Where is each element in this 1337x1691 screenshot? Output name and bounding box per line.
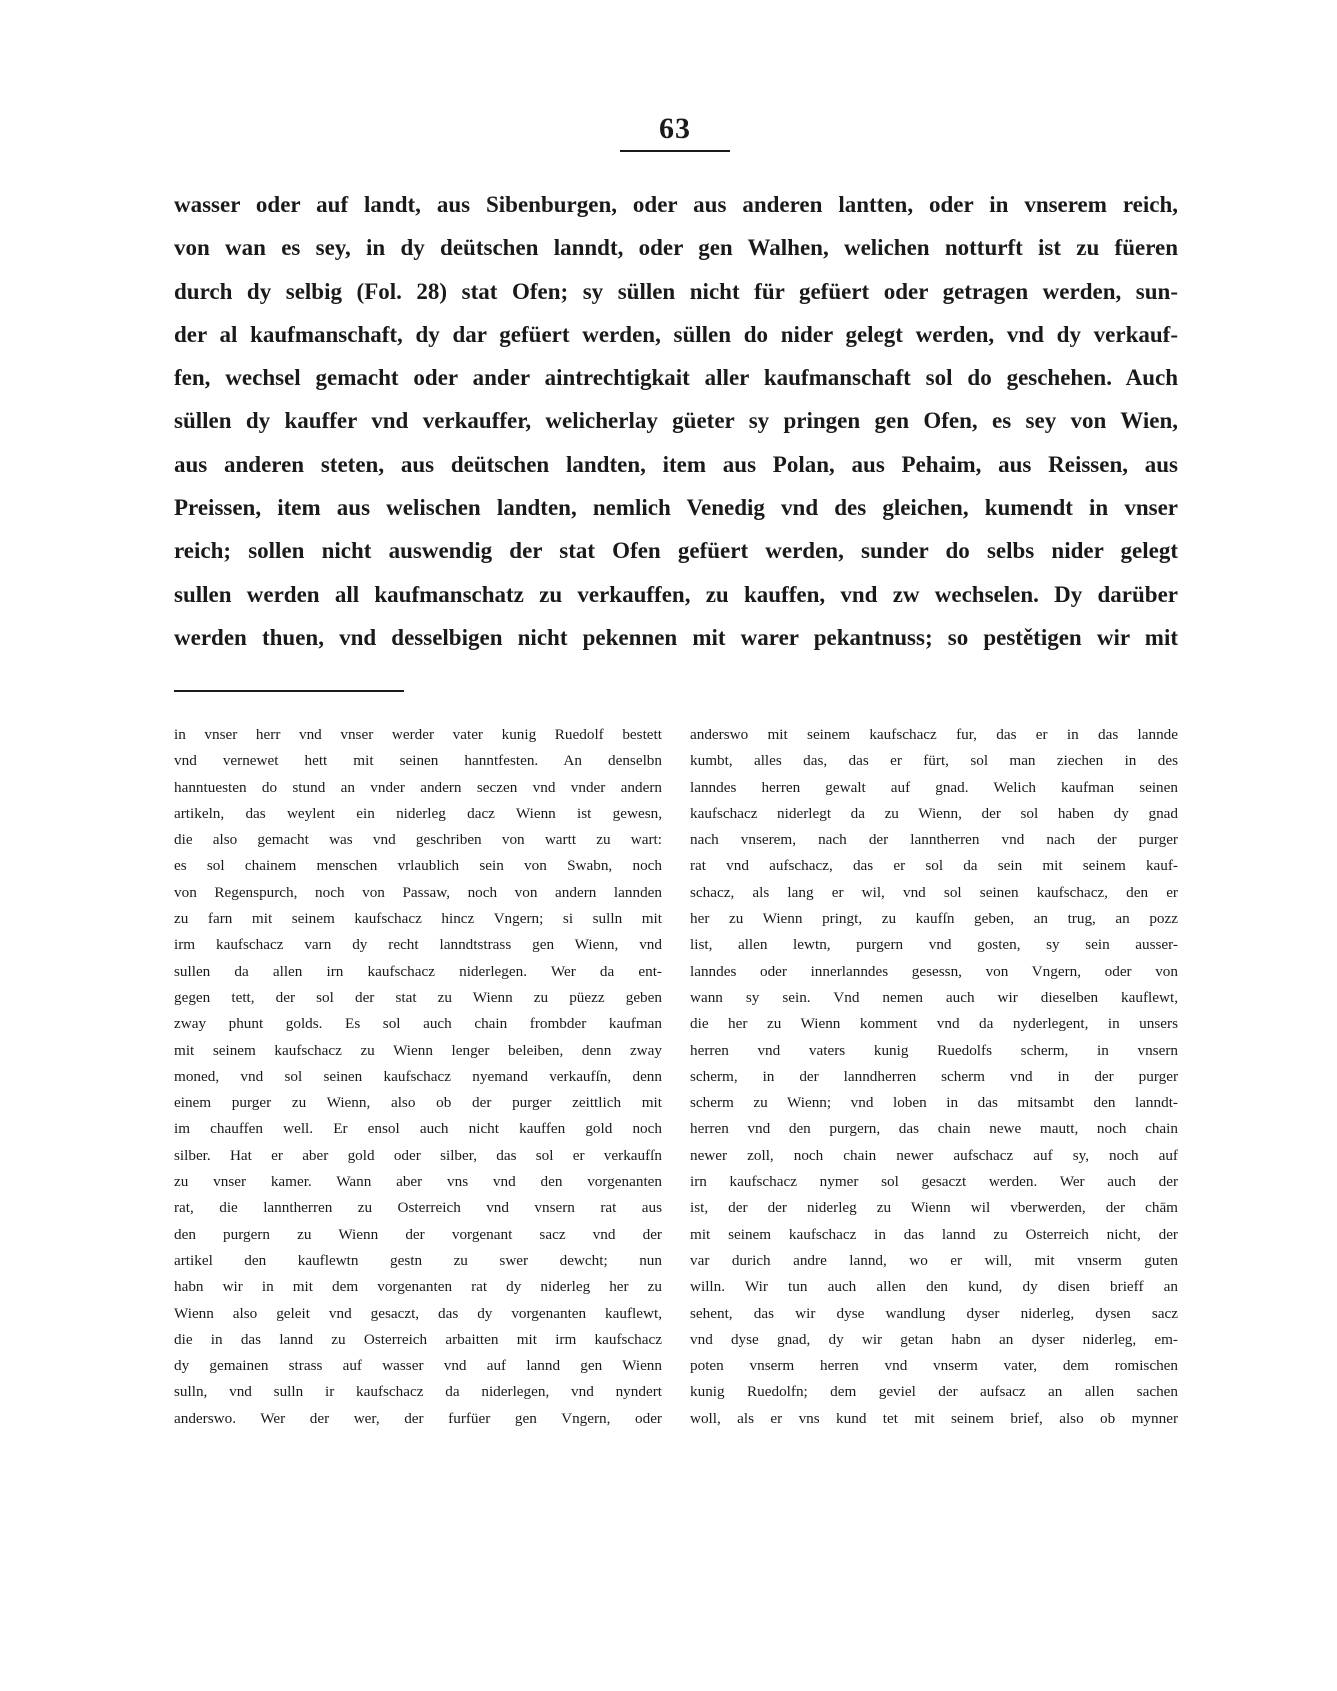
footnote-line: sulln, vnd sulln ir kaufschacz da niderlegen, vnd nyndert bbox=[174, 1383, 662, 1401]
footnote-line: kunig Ruedolfn; dem geviel der aufsacz an allen sachen bbox=[690, 1383, 1178, 1401]
main-text-line: wasser oder auf landt, aus Sibenburgen, oder aus anderen lantten, oder in vnserem reich, bbox=[174, 192, 1178, 217]
footnote-line: herren vnd den purgern, das chain newe mautt, noch chain bbox=[690, 1120, 1178, 1138]
footnote-line: vnd vernewet hett mit seinen hanntfesten. An denselbn bbox=[174, 752, 662, 770]
footnote-line: zu vnser kamer. Wann aber vns vnd den vorgenanten bbox=[174, 1173, 662, 1191]
footnote-line: die her zu Wienn komment vnd da nyderlegent, in unsers bbox=[690, 1015, 1178, 1033]
footnote-line: in vnser herr vnd vnser werder vater kunig Ruedolf bestett bbox=[174, 726, 662, 743]
footnote-line: var durich andre lannd, wo er will, mit vnserm guten bbox=[690, 1251, 1178, 1269]
footnote-line: poten vnserm herren vnd vnserm vater, dem romischen bbox=[690, 1357, 1178, 1375]
footnote-line: moned, vnd sol seinen kaufschacz nyemand verkaufſn, denn bbox=[174, 1067, 662, 1085]
footnote-line: zu farn mit seinem kaufschacz hincz Vngern; si sulln mit bbox=[174, 910, 662, 928]
footnote-line: newer zoll, noch chain newer aufschacz auf sy, noch auf bbox=[690, 1146, 1178, 1164]
footnote-line: scherm, in der lanndherren scherm vnd in der purger bbox=[690, 1067, 1178, 1085]
footnote-line: den purgern zu Wienn der vorgenant sacz vnd der bbox=[174, 1225, 662, 1243]
footnote-line: wann sy sein. Vnd nemen auch wir dieselben kauflewt, bbox=[690, 988, 1178, 1006]
main-text-line: der al kaufmanschaft, dy dar gefüert werden, süllen do nider gelegt werden, vnd dy verkauf- bbox=[174, 321, 1178, 347]
footnote-line: nach vnserem, nach der lanntherren vnd nach der purger bbox=[690, 831, 1178, 849]
footnote-line: vnd dyse gnad, dy wir getan habn an dyser niderleg, em- bbox=[690, 1330, 1178, 1348]
main-text-line: aus anderen steten, aus deütschen landten, item aus Polan, aus Pehaim, aus Reissen, aus bbox=[174, 451, 1178, 477]
page-number: 63 bbox=[620, 112, 730, 152]
main-text-line: Preissen, item aus welischen landten, nemlich Venedig vnd des gleichen, kumendt in vnser bbox=[174, 495, 1178, 521]
main-text-line: durch dy selbig (Fol. 28) stat Ofen; sy süllen nicht für gefüert oder getragen werden, sun- bbox=[174, 278, 1178, 304]
footnote-line: irm kaufschacz varn dy recht lanndtstrass gen Wienn, vnd bbox=[174, 936, 662, 954]
footnote-line: im chauffen well. Er ensol auch nicht kauffen gold noch bbox=[174, 1120, 662, 1138]
main-text-block bbox=[174, 183, 1178, 659]
footnote-line: list, allen lewtn, purgern vnd gosten, sy sein ausser- bbox=[690, 936, 1178, 954]
main-text-line: von wan es sey, in dy deütschen lanndt, oder gen Walhen, welichen notturft ist zu füeren bbox=[174, 235, 1178, 261]
main-text-line: fen, wechsel gemacht oder ander aintrechtigkait aller kaufmanschaft sol do geschehen. Auch bbox=[174, 365, 1178, 391]
footnote-line: artikeln, das weylent ein niderleg dacz Wienn ist gewesn, bbox=[174, 804, 662, 822]
footnote-line: herren vnd vaters kunig Ruedolfs scherm, in vnsern bbox=[690, 1041, 1178, 1059]
footnote-line: es sol chainem menschen vrlaublich sein von Swabn, noch bbox=[174, 857, 662, 875]
footnote-line: kumbt, alles das, das er fürt, sol man ziechen in des bbox=[690, 752, 1178, 770]
footnote-line: lanndes herren gewalt auf gnad. Welich kaufman seinen bbox=[690, 778, 1178, 796]
footnote-line: die in das lannd zu Osterreich arbaitten mit irm kaufschacz bbox=[174, 1330, 662, 1348]
footnote-line: silber. Hat er aber gold oder silber, das sol er verkaufſn bbox=[174, 1146, 662, 1164]
footnote-line: sehent, das wir dyse wandlung dyser niderleg, dysen sacz bbox=[690, 1304, 1178, 1322]
footnote-line: kaufschacz niderlegt da zu Wienn, der sol haben dy gnad bbox=[690, 804, 1178, 822]
footnote-line: irn kaufschacz nymer sol gesaczt werden. Wer auch der bbox=[690, 1173, 1178, 1191]
main-text-line: sullen werden all kaufmanschatz zu verkauffen, zu kauffen, vnd zw wechselen. Dy darüber bbox=[174, 581, 1178, 607]
footnote-line: schacz, als lang er wil, vnd sol seinen kaufschacz, den er bbox=[690, 883, 1178, 901]
footnote-line: woll, als er vns kund tet mit seinem brief, also ob mynner bbox=[690, 1409, 1178, 1427]
footnote-line: hanntuesten do stund an vnder andern seczen vnd vnder andern bbox=[174, 778, 662, 796]
footnote-line: lanndes oder innerlanndes gesessn, von Vngern, oder von bbox=[690, 962, 1178, 980]
footnote-line: mit seinem kaufschacz in das lannd zu Osterreich nicht, der bbox=[690, 1225, 1178, 1243]
footnote-line: rat, die lanntherren zu Osterreich vnd vnsern rat aus bbox=[174, 1199, 662, 1217]
main-text-line: süllen dy kauffer vnd verkauffer, welicherlay güeter sy pringen gen Ofen, es sey von Wien, bbox=[174, 408, 1178, 434]
footnote-line: artikel den kauflewtn gestn zu swer dewcht; nun bbox=[174, 1251, 662, 1269]
footnote-line: rat vnd aufschacz, das er sol da sein mit seinem kauf- bbox=[690, 857, 1178, 875]
footnote-line: sullen da allen irn kaufschacz niderlegen. Wer da ent- bbox=[174, 962, 662, 980]
footnote-line: willn. Wir tun auch allen den kund, dy disen brieff an bbox=[690, 1278, 1178, 1296]
footnote-line: habn wir in mit dem vorgenanten rat dy niderleg her zu bbox=[174, 1278, 662, 1296]
footnote-line: gegen tett, der sol der stat zu Wienn zu püezz geben bbox=[174, 988, 662, 1006]
footnote-line: anderswo. Wer der wer, der furfüer gen Vngern, oder bbox=[174, 1409, 662, 1427]
footnote-line: her zu Wienn pringt, zu kaufſn geben, an trug, an pozz bbox=[690, 910, 1178, 928]
footnote-line: die also gemacht was vnd geschriben von wartt zu wart: bbox=[174, 831, 662, 849]
footnote-line: einem purger zu Wienn, also ob der purger zeittlich mit bbox=[174, 1094, 662, 1112]
footnote-line: Wienn also geleit vnd gesaczt, das dy vorgenanten kauflewt, bbox=[174, 1304, 662, 1322]
footnote-line: anderswo mit seinem kaufschacz fur, das er in das lannde bbox=[690, 726, 1178, 743]
main-text-line: werden thuen, vnd desselbigen nicht pekennen mit warer pekantnuss; so pestětigen wir mit bbox=[174, 624, 1178, 650]
footnote-line: zway phunt golds. Es sol auch chain frombder kaufman bbox=[174, 1015, 662, 1033]
footnote-left-column bbox=[174, 722, 662, 1432]
footnote-right-column bbox=[690, 722, 1178, 1432]
footnote-line: von Regenspurch, noch von Passaw, noch von andern lannden bbox=[174, 883, 662, 901]
footnote-line: dy gemainen strass auf wasser vnd auf lannd gen Wienn bbox=[174, 1357, 662, 1375]
footnote-separator bbox=[174, 690, 404, 692]
footnote-line: scherm zu Wienn; vnd loben in das mitsambt den lanndt- bbox=[690, 1094, 1178, 1112]
footnote-line: ist, der der niderleg zu Wienn wil vberwerden, der chām bbox=[690, 1199, 1178, 1217]
footnote-line: mit seinem kaufschacz zu Wienn lenger beleiben, denn zway bbox=[174, 1041, 662, 1059]
main-text-line: reich; sollen nicht auswendig der stat Ofen gefüert werden, sunder do selbs nider gelegt bbox=[174, 538, 1178, 564]
